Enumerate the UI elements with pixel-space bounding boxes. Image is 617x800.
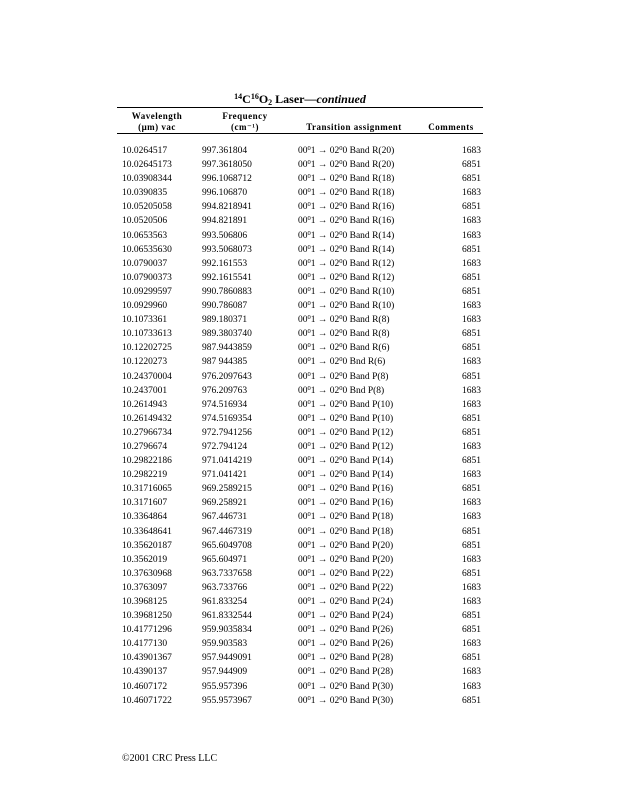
table-row	[122, 200, 484, 214]
header-comments: Comments	[428, 122, 474, 132]
comments-cell: 6851	[462, 427, 481, 438]
frequency-cell: 961.8332544	[202, 611, 252, 622]
frequency-cell: 963.733766	[202, 582, 248, 593]
transition-cell: $00^01 \to 02^00$ Band P(28)	[298, 652, 394, 664]
table-row	[122, 623, 484, 637]
frequency-cell: 997.361804	[202, 146, 248, 156]
transition-cell: $00^01 \to 02^00$ Bnd P(8)	[298, 384, 385, 396]
comments-cell: 6851	[462, 456, 481, 467]
header-rule-top	[117, 107, 483, 108]
comments-cell: 6851	[462, 611, 481, 622]
transition-cell: $00^01 \to 02^00$ Band R(8)	[298, 328, 390, 340]
wavelength-cell: 10.43901367	[122, 653, 172, 664]
table-row	[122, 637, 484, 651]
transition-cell: $00^01 \to 02^00$ Band P(24)	[298, 610, 394, 622]
table-row	[122, 680, 484, 694]
frequency-cell: 992.161553	[202, 258, 248, 269]
wavelength-cell: 10.27966734	[122, 427, 172, 438]
wavelength-cell: 10.05205058	[122, 202, 172, 213]
frequency-cell: 992.1615541	[202, 272, 252, 283]
transition-cell: $00^01 \to 02^00$ Band R(14)	[298, 243, 395, 255]
comments-cell: 1683	[462, 399, 481, 410]
data-table-body	[122, 144, 484, 708]
transition-cell: $00^01 \to 02^00$ Band P(16)	[298, 483, 394, 495]
transition-cell: $00^01 \to 02^00$ Bnd R(6)	[298, 356, 386, 368]
table-row	[122, 651, 484, 665]
comments-cell: 1683	[462, 470, 481, 481]
wavelength-cell: 10.3364864	[122, 512, 168, 523]
table-row	[122, 327, 484, 341]
comments-cell: 6851	[462, 272, 481, 283]
comments-cell: 6851	[462, 174, 481, 185]
frequency-cell: 990.786087	[202, 301, 248, 312]
wavelength-cell: 10.4607172	[122, 681, 168, 692]
comments-cell: 1683	[462, 639, 481, 650]
transition-cell: $00^01 \to 02^00$ Band P(26)	[298, 638, 394, 650]
comments-cell: 1683	[462, 441, 481, 452]
comments-cell: 1683	[462, 315, 481, 326]
table-row	[122, 510, 484, 524]
transition-cell: $00^01 \to 02^00$ Band R(20)	[298, 159, 395, 171]
header-wavelength: Wavelength (μm) vac	[131, 111, 183, 132]
transition-cell: $00^01 \to 02^00$ Band P(16)	[298, 497, 394, 509]
wavelength-cell: 10.3968125	[122, 597, 168, 607]
wavelength-cell: 10.07900373	[122, 272, 172, 283]
table-row	[122, 243, 484, 257]
transition-cell: $00^01 \to 02^00$ Band R(10)	[298, 285, 395, 297]
table-row	[122, 355, 484, 369]
wavelength-cell: 10.2982219	[122, 470, 168, 481]
transition-cell: $00^01 \to 02^00$ Band P(24)	[298, 596, 394, 607]
comments-cell: 6851	[462, 484, 481, 495]
comments-cell: 6851	[462, 625, 481, 636]
frequency-cell: 967.446731	[202, 512, 248, 523]
table-row	[122, 581, 484, 595]
frequency-cell: 974.5169354	[202, 413, 252, 424]
comments-cell: 1683	[462, 498, 481, 509]
transition-cell: $00^01 \to 02^00$ Band R(16)	[298, 215, 395, 227]
transition-cell: $00^01 \to 02^00$ Band P(14)	[298, 469, 394, 481]
transition-cell: $00^01 \to 02^00$ Band P(10)	[298, 412, 394, 424]
table-row	[122, 567, 484, 581]
transition-cell: $00^01 \to 02^00$ Band R(16)	[298, 201, 395, 213]
wavelength-cell: 10.4177130	[122, 639, 168, 650]
table-row	[122, 257, 484, 271]
wavelength-cell: 10.4390137	[122, 667, 168, 678]
wavelength-cell: 10.37630968	[122, 568, 172, 579]
table-row	[122, 186, 484, 200]
comments-cell: 1683	[462, 216, 481, 227]
frequency-cell: 989.180371	[202, 315, 248, 326]
wavelength-cell: 10.09299597	[122, 286, 172, 297]
frequency-cell: 961.833254	[202, 597, 248, 607]
transition-cell: $00^01 \to 02^00$ Band P(18)	[298, 525, 394, 537]
comments-cell: 1683	[462, 258, 481, 269]
table-row	[122, 398, 484, 412]
wavelength-cell: 10.35620187	[122, 540, 172, 551]
frequency-cell: 955.957396	[202, 681, 248, 692]
table-row	[122, 341, 484, 355]
frequency-cell: 971.041421	[202, 470, 248, 481]
frequency-cell: 976.209763	[202, 385, 248, 396]
wavelength-cell: 10.46071722	[122, 695, 172, 706]
frequency-cell: 965.604971	[202, 554, 248, 565]
table-row	[122, 214, 484, 228]
transition-cell: $00^01 \to 02^00$ Band R(6)	[298, 342, 390, 354]
wavelength-cell: 10.0790037	[122, 258, 168, 269]
wavelength-cell: 10.33648641	[122, 526, 172, 537]
table-row	[122, 454, 484, 468]
table-row	[122, 595, 484, 609]
table-row	[122, 285, 484, 299]
frequency-cell: 987.9443859	[202, 343, 252, 354]
frequency-cell: 959.9035834	[202, 625, 252, 636]
wavelength-cell: 10.1220273	[122, 357, 168, 368]
table-title: $^{14}C^{16}O_2$ Laser—continued	[234, 92, 366, 107]
table-row	[122, 694, 484, 708]
comments-cell: 6851	[462, 160, 481, 171]
comments-cell: 6851	[462, 653, 481, 664]
comments-cell: 1683	[462, 385, 481, 396]
table-row	[122, 229, 484, 243]
comments-cell: 1683	[462, 230, 481, 241]
transition-cell: $00^01 \to 02^00$ Band R(18)	[298, 187, 395, 199]
frequency-cell: 967.4467319	[202, 526, 252, 537]
transition-cell: $00^01 \to 02^00$ Band R(12)	[298, 271, 395, 283]
comments-cell: 6851	[462, 286, 481, 297]
wavelength-cell: 10.10733613	[122, 329, 172, 340]
comments-cell: 6851	[462, 413, 481, 424]
comments-cell: 1683	[462, 146, 481, 156]
transition-cell: $00^01 \to 02^00$ Band R(14)	[298, 229, 395, 241]
comments-cell: 6851	[462, 540, 481, 551]
wavelength-cell: 10.02645173	[122, 160, 172, 171]
frequency-cell: 997.3618050	[202, 160, 252, 171]
transition-cell: $00^01 \to 02^00$ Band P(14)	[298, 455, 394, 467]
wavelength-cell: 10.03908344	[122, 174, 172, 185]
comments-cell: 1683	[462, 512, 481, 523]
table-row	[122, 426, 484, 440]
wavelength-cell: 10.41771296	[122, 625, 172, 636]
table-row	[122, 144, 484, 158]
transition-cell: $00^01 \to 02^00$ Band P(12)	[298, 440, 394, 452]
wavelength-cell: 10.3763097	[122, 582, 168, 593]
comments-cell: 1683	[462, 357, 481, 368]
frequency-cell: 987 944385	[202, 357, 248, 368]
table-row	[122, 468, 484, 482]
transition-cell: $00^01 \to 02^00$ Band P(8)	[298, 370, 389, 382]
table-row	[122, 271, 484, 285]
comments-cell: 6851	[462, 695, 481, 706]
wavelength-cell: 10.0653563	[122, 230, 168, 241]
frequency-cell: 969.258921	[202, 498, 248, 509]
frequency-cell: 957.9449091	[202, 653, 252, 664]
comments-cell: 6851	[462, 244, 481, 255]
transition-cell: $00^01 \to 02^00$ Band P(22)	[298, 567, 394, 579]
table-row	[122, 158, 484, 172]
transition-cell: $00^01 \to 02^00$ Band P(12)	[298, 426, 394, 438]
wavelength-cell: 10.0264517	[122, 146, 168, 156]
wavelength-cell: 10.0390835	[122, 188, 168, 199]
transition-cell: $00^01 \to 02^00$ Band P(10)	[298, 398, 394, 410]
header-rule-bottom	[117, 133, 483, 134]
transition-cell: $00^01 \to 02^00$ Band P(20)	[298, 553, 394, 565]
comments-cell: 1683	[462, 188, 481, 199]
transition-cell: $00^01 \to 02^00$ Band R(10)	[298, 300, 395, 312]
table-row	[122, 412, 484, 426]
transition-cell: $00^01 \to 02^00$ Band P(26)	[298, 624, 394, 636]
transition-cell: $00^01 \to 02^00$ Band P(22)	[298, 581, 394, 593]
table-row	[122, 609, 484, 623]
table-row	[122, 172, 484, 186]
frequency-cell: 972.7941256	[202, 427, 252, 438]
wavelength-cell: 10.3562019	[122, 554, 168, 565]
frequency-cell: 957.944909	[202, 667, 248, 678]
frequency-cell: 990.7860883	[202, 286, 252, 297]
transition-cell: $00^01 \to 02^00$ Band P(28)	[298, 666, 394, 678]
frequency-cell: 994.821891	[202, 216, 248, 227]
comments-cell: 1683	[462, 301, 481, 312]
frequency-cell: 969.2589215	[202, 484, 252, 495]
table-row	[122, 370, 484, 384]
frequency-cell: 965.6049708	[202, 540, 252, 551]
table-row	[122, 539, 484, 553]
header-frequency: Frequency (cm⁻¹)	[222, 111, 268, 132]
wavelength-cell: 10.31716065	[122, 484, 172, 495]
comments-cell: 6851	[462, 526, 481, 537]
wavelength-cell: 10.0520506	[122, 216, 168, 227]
frequency-cell: 994.8218941	[202, 202, 252, 213]
table-row	[122, 665, 484, 679]
frequency-cell: 993.506806	[202, 230, 248, 241]
frequency-cell: 993.5068073	[202, 244, 252, 255]
table-row	[122, 496, 484, 510]
comments-cell: 6851	[462, 568, 481, 579]
transition-cell: $00^01 \to 02^00$ Band P(20)	[298, 539, 394, 551]
frequency-cell: 971.0414219	[202, 456, 252, 467]
transition-cell: $00^01 \to 02^00$ Band P(30)	[298, 694, 394, 706]
comments-cell: 6851	[462, 329, 481, 340]
frequency-cell: 972.794124	[202, 441, 248, 452]
frequency-cell: 996.106870	[202, 188, 248, 199]
transition-cell: $00^01 \to 02^00$ Band R(20)	[298, 145, 395, 156]
comments-cell: 6851	[462, 371, 481, 382]
wavelength-cell: 10.3171607	[122, 498, 168, 509]
frequency-cell: 989.3803740	[202, 329, 252, 340]
transition-cell: $00^01 \to 02^00$ Band P(30)	[298, 680, 394, 692]
table-row	[122, 299, 484, 313]
transition-cell: $00^01 \to 02^00$ Band P(18)	[298, 511, 394, 523]
copyright-footer: ©2001 CRC Press LLC	[122, 753, 218, 764]
frequency-cell: 974.516934	[202, 399, 248, 410]
wavelength-cell: 10.06535630	[122, 244, 172, 255]
comments-cell: 1683	[462, 597, 481, 607]
transition-cell: $00^01 \to 02^00$ Band R(18)	[298, 173, 395, 185]
wavelength-cell: 10.2796674	[122, 441, 168, 452]
table-row	[122, 553, 484, 567]
frequency-cell: 976.2097643	[202, 371, 252, 382]
table-row	[122, 313, 484, 327]
wavelength-cell: 10.2614943	[122, 399, 168, 410]
frequency-cell: 963.7337658	[202, 568, 252, 579]
table-row	[122, 440, 484, 454]
wavelength-cell: 10.24370004	[122, 371, 172, 382]
wavelength-cell: 10.39681250	[122, 611, 172, 622]
comments-cell: 1683	[462, 681, 481, 692]
frequency-cell: 996.1068712	[202, 174, 252, 185]
transition-cell: $00^01 \to 02^00$ Band R(8)	[298, 314, 390, 326]
comments-cell: 1683	[462, 667, 481, 678]
table-row	[122, 482, 484, 496]
comments-cell: 6851	[462, 343, 481, 354]
wavelength-cell: 10.0929960	[122, 301, 168, 312]
wavelength-cell: 10.29822186	[122, 456, 172, 467]
header-transition: Transition assignment	[306, 122, 402, 132]
transition-cell: $00^01 \to 02^00$ Band R(12)	[298, 257, 395, 269]
table-row	[122, 384, 484, 398]
frequency-cell: 959.903583	[202, 639, 248, 650]
frequency-cell: 955.9573967	[202, 695, 252, 706]
comments-cell: 6851	[462, 202, 481, 213]
table-row	[122, 525, 484, 539]
comments-cell: 1683	[462, 582, 481, 593]
comments-cell: 1683	[462, 554, 481, 565]
wavelength-cell: 10.12202725	[122, 343, 172, 354]
wavelength-cell: 10.2437001	[122, 385, 168, 396]
wavelength-cell: 10.1073361	[122, 315, 168, 326]
wavelength-cell: 10.26149432	[122, 413, 172, 424]
